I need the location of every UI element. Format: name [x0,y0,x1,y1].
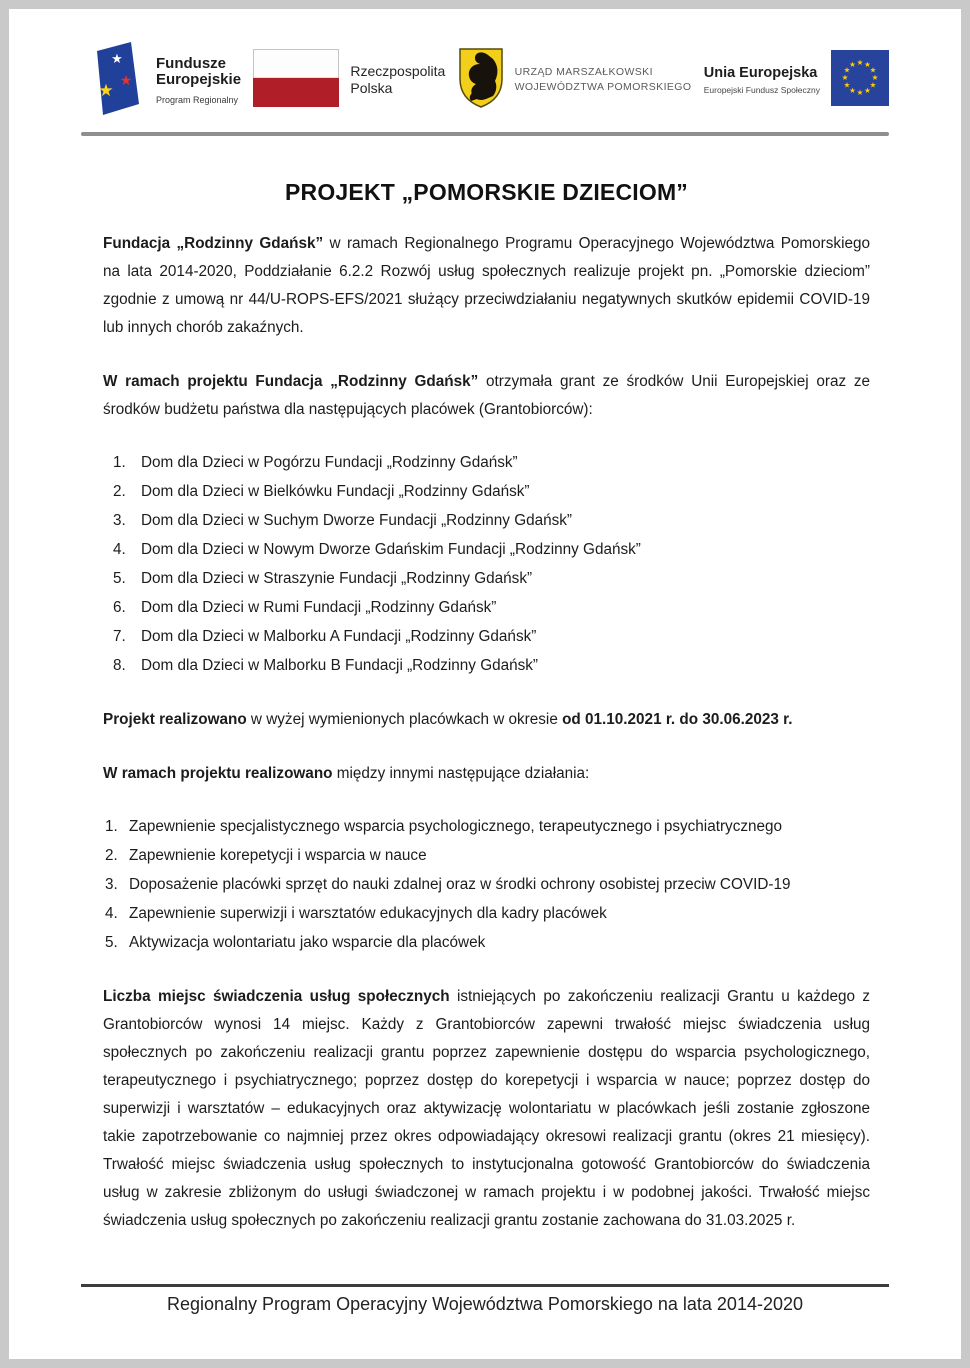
list-item [103,593,870,622]
svg-text:★: ★ [849,85,856,95]
svg-text:★: ★ [864,59,871,69]
logo-unia-europejska [704,50,889,111]
pomorskie-coat-of-arms-icon [458,47,504,114]
list-item-text: Dom dla Dzieci w Nowym Dworze Gdańskim Fundacji „Rodzinny Gdańsk” [141,541,641,558]
list-item [103,564,870,593]
fundusze-line2: Europejskie [156,70,242,88]
polska-line1: Rzeczpospolita [350,63,446,79]
list-item [103,899,870,928]
svg-text:★: ★ [843,65,851,74]
list-item-text: Dom dla Dzieci w Bielkówku Fundacji „Rodzinny Gdańsk” [141,483,530,500]
list-item-number: 1. [105,818,118,835]
svg-text:★: ★ [856,57,864,67]
paragraph-grant: W ramach projektu Fundacja „Rodzinny Gdańsk” otrzymała grant ze środków Unii Europejskiej oraz ze środków budżetu państwa dla następujących placówek (Grantobiorców): [103,373,870,418]
fundusze-line1: Fundusze [156,54,226,72]
eu-funds-flag-icon [87,38,145,123]
logo-strip [87,39,889,121]
list-item-number: 3. [105,876,118,893]
list-item [103,535,870,564]
poland-flag-icon [253,49,339,112]
fundusze-subtitle: Program Regionalny [156,94,239,105]
svg-text:★: ★ [849,59,856,69]
list-item-text: Dom dla Dzieci w Straszynie Fundacji „Rodzinny Gdańsk” [141,570,533,587]
list-item-number: 1. [113,454,126,471]
svg-text:★: ★ [864,85,871,95]
svg-text:★: ★ [871,72,879,82]
document-body [103,178,870,1235]
footer-divider [81,1284,889,1287]
list-item [103,622,870,651]
list-item-text: Zapewnienie superwizji i warsztatów edukacyjnych dla kadry placówek [129,905,607,922]
list-item-text: Aktywizacja wolontariatu jako wsparcie dla placówek [129,934,486,951]
unia-label [704,65,820,95]
urzad-line1: URZĄD MARSZAŁKOWSKI [514,66,653,78]
list-item-number: 5. [105,934,118,951]
list-item-number: 3. [113,512,126,529]
eu-flag-icon [831,50,889,111]
svg-text:★: ★ [843,80,851,89]
svg-text:★: ★ [111,51,123,67]
list-item-number: 7. [113,628,126,645]
footer-text: Regionalny Program Operacyjny Województwa Pomorskiego na lata 2014-2020 [166,1294,803,1314]
logo-rzeczpospolita-polska [253,49,445,112]
paragraph-sustainability: Liczba miejsc świadczenia usług społecznych istniejących po zakończeniu realizacji Grantu u każdego z Grantobiorców wynosi 14 miejsc. Każdy z Grantobiorców zapewni trwałość miejsc świadczenia usług społecznych po zakończeniu realizacji grantu poprzez zapewnienie dostępu do wsparcia psychologicznego, terapeutycznego i psychiatrycznego; poprzez dostęp do korepetycji i wsparcia w nauce; poprzez dostęp do superwizji i warsztatów – edukacyjnych oraz aktywizację wolontariatu w placówkach jeśli zostanie zgłoszone takie zapotrzebowanie co najmniej przez okres odpowiadający okresowi realizacji grantu (okres 21 miesięcy). Trwałość miejsc świadczenia usług społecznych to instytucjonalna gotowość Grantobiorców do świadczenia usług w zakresie zbliżonym do usługi świadczonej w ramach projektu i w podobnej jakości. Trwałość miejsc świadczenia usług społecznych po zakończeniu realizacji grantu zostanie zachowana do 31.03.2025 r. [103,988,870,1229]
polska-line2: Polska [350,80,393,96]
document-page [9,9,961,1359]
header-divider [81,132,889,136]
list-item [103,812,870,841]
unia-subtitle: Europejski Fundusz Społeczny [703,85,820,95]
list-item-text: Zapewnienie specjalistycznego wsparcia psychologicznego, terapeutycznego i psychiatrycznego [129,818,783,835]
logo-fundusze-europejskie [87,38,241,123]
facilities-list [103,448,870,680]
list-item [103,870,870,899]
list-item-number: 2. [113,483,126,500]
paragraph-period: Projekt realizowano w wyżej wymienionych placówkach w okresie od 01.10.2021 r. do 30.06.2023 r. [103,711,793,728]
list-item-number: 4. [105,905,118,922]
fundusze-label [156,56,241,105]
list-item-text: Dom dla Dzieci w Suchym Dworze Fundacji „Rodzinny Gdańsk” [141,512,573,529]
urzad-line2: WOJEWÓDZTWA POMORSKIEGO [514,81,692,93]
list-item [103,506,870,535]
list-item-number: 2. [105,847,118,864]
svg-text:★: ★ [119,72,133,89]
list-item-number: 6. [113,599,126,616]
svg-text:★: ★ [869,65,877,74]
paragraph-intro: Fundacja „Rodzinny Gdańsk” w ramach Regionalnego Programu Operacyjnego Województwa Pomorskiego na lata 2014-2020, Poddziałanie 6.2.2 Rozwój usług społecznych realizuje projekt pn. „Pomorskie dzieciom” zgodnie z umową nr 44/U-ROPS-EFS/2021 służący przeciwdziałaniu negatywnych skutków epidemii COVID-19 lub innych chorób zakaźnych. [103,235,870,336]
list-item [103,928,870,957]
list-item-text: Dom dla Dzieci w Pogórzu Fundacji „Rodzinny Gdańsk” [141,454,518,471]
list-item-text: Dom dla Dzieci w Malborku A Fundacji „Rodzinny Gdańsk” [141,628,537,645]
urzad-label [515,65,692,95]
unia-title: Unia Europejska [703,65,818,81]
list-item-text: Doposażenie placówki sprzęt do nauki zdalnej oraz w środki ochrony osobistej przeciw COVID-19 [129,876,791,893]
page-footer [81,1284,889,1315]
list-item-number: 5. [113,570,126,587]
polska-label [350,63,445,97]
list-item-text: Zapewnienie korepetycji i wsparcia w nauce [129,847,427,864]
list-item-text: Dom dla Dzieci w Malborku B Fundacji „Rodzinny Gdańsk” [141,657,539,674]
list-item [103,477,870,506]
svg-text:★: ★ [856,87,864,97]
page-title: PROJEKT „POMORSKIE DZIECIOM” [284,179,689,205]
logo-urzad-marszalkowski [458,47,692,114]
activities-list [103,812,870,957]
svg-text:★: ★ [869,80,877,89]
list-item-text: Dom dla Dzieci w Rumi Fundacji „Rodzinny Gdańsk” [141,599,497,616]
list-item [103,448,870,477]
list-item [103,841,870,870]
list-item-number: 4. [113,541,126,558]
list-item [103,651,870,680]
list-item-number: 8. [113,657,126,674]
svg-text:★: ★ [98,80,114,101]
paragraph-activities-intro: W ramach projektu realizowano między innymi następujące działania: [103,765,590,782]
svg-text:★: ★ [841,72,849,82]
